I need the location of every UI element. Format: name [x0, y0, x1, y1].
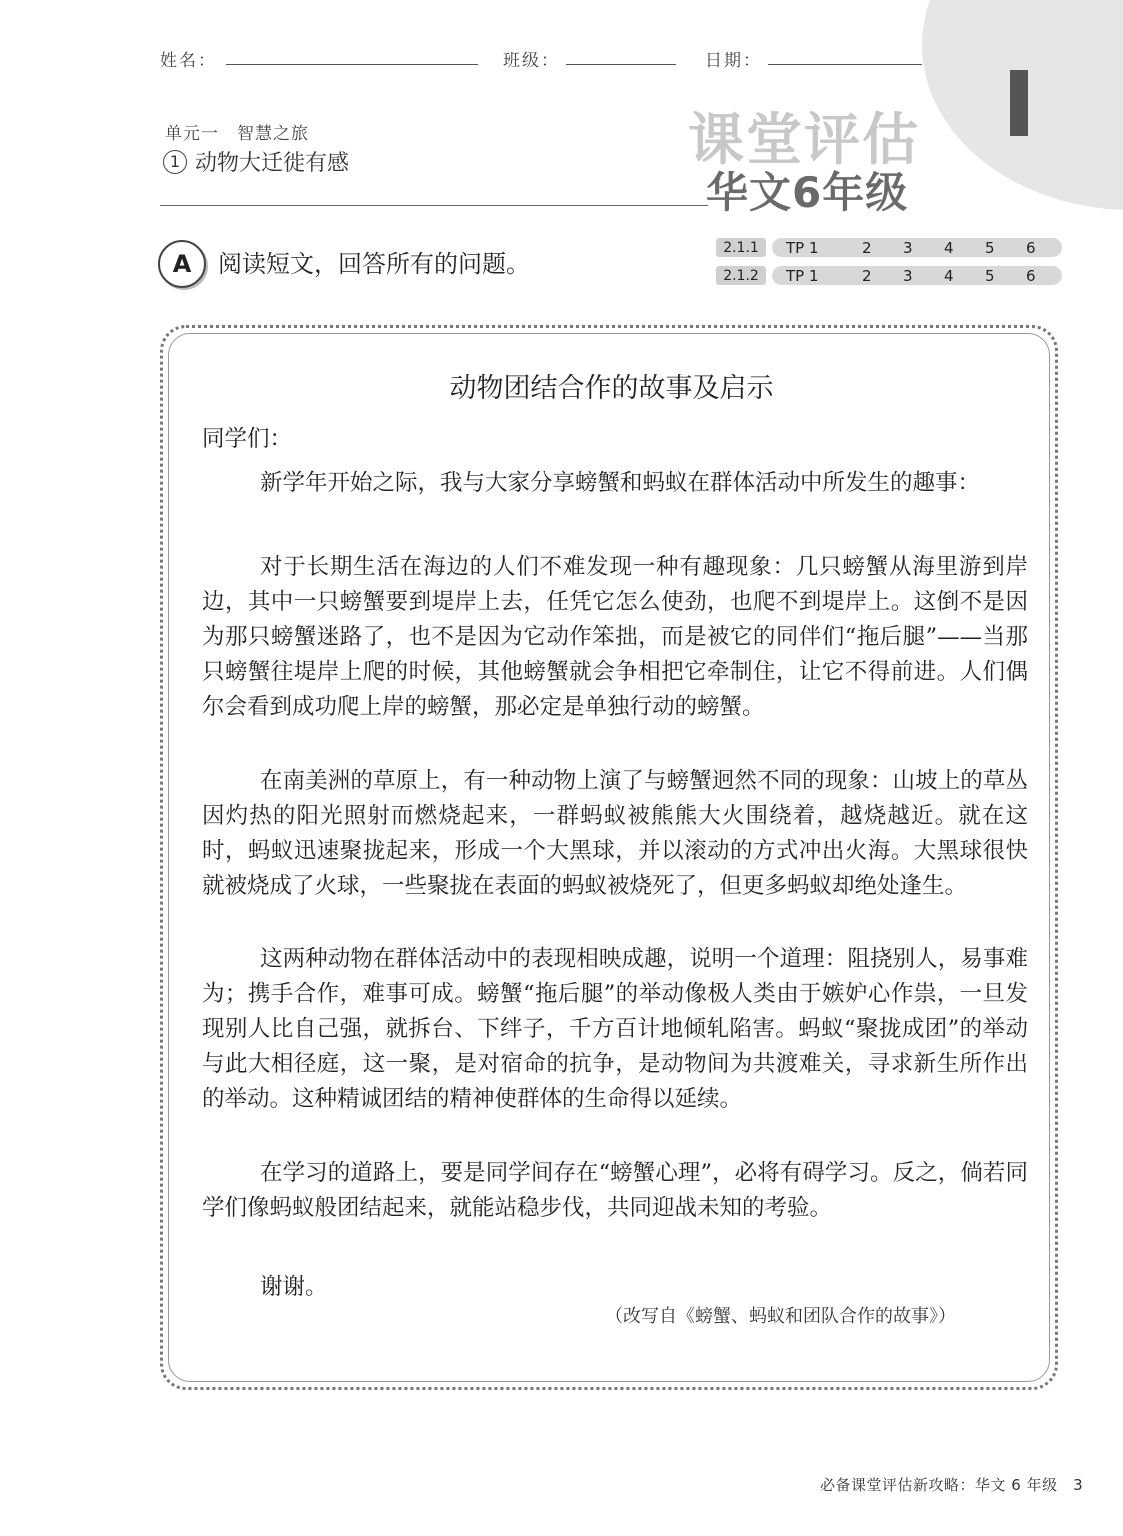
tp-row-1	[716, 238, 1062, 257]
class-label: 班级：	[503, 51, 560, 71]
grade-title: 华文6年级	[706, 168, 909, 217]
name-field[interactable]	[226, 63, 478, 65]
passage-paragraph: 新学年开始之际，我与大家分享螃蟹和蚂蚁在群体活动中所发生的趣事：	[260, 470, 981, 496]
tp-level[interactable]: 5	[985, 238, 995, 257]
tp-level[interactable]: 4	[944, 238, 954, 257]
corner-tab-mark	[1010, 70, 1028, 136]
date-label: 日期：	[705, 51, 762, 71]
tp-level[interactable]: 4	[944, 266, 954, 285]
lesson-number: 1	[163, 150, 187, 174]
tp-level[interactable]: 2	[862, 266, 872, 285]
heading-divider	[160, 205, 708, 206]
tp-scale	[772, 238, 1062, 257]
passage-closing: 谢谢。	[260, 1274, 328, 1300]
tp-level[interactable]: 6	[1026, 238, 1036, 257]
tp-level[interactable]: 6	[1026, 266, 1036, 285]
section-instruction: 阅读短文，回答所有的问题。	[218, 250, 530, 278]
assessment-title: 课堂评估	[688, 108, 920, 173]
tp-level[interactable]: 2	[862, 238, 872, 257]
lesson-heading	[163, 146, 349, 177]
class-field[interactable]	[566, 63, 676, 65]
passage-source: （改写自《螃蟹、蚂蚁和团队合作的故事》）	[605, 1306, 956, 1327]
passage-paragraph: 在学习的道路上，要是同学间存在“螃蟹心理”，必将有碍学习。反之，倘若同学们像蚂蚁般团结起来，就能站稳步伐，共同迎战未知的考验。	[202, 1160, 1028, 1221]
passage-greeting: 同学们：	[202, 426, 293, 452]
unit-label: 单元一 智慧之旅	[165, 124, 309, 144]
tp-scale	[772, 266, 1062, 285]
tp-row-2	[716, 266, 1062, 285]
tp-level[interactable]: 3	[903, 238, 913, 257]
tp-level-label[interactable]: TP 1	[786, 238, 819, 257]
lesson-title: 动物大迁徙有感	[195, 151, 350, 176]
passage-title: 动物团结合作的故事及启示	[449, 373, 774, 404]
tp-level[interactable]: 5	[985, 266, 995, 285]
date-field[interactable]	[768, 63, 922, 65]
tp-level[interactable]: 3	[903, 266, 913, 285]
tp-code: 2.1.2	[716, 266, 766, 285]
tp-level-label[interactable]: TP 1	[786, 266, 819, 285]
page-footer: 必备课堂评估新攻略：华文 6 年级 3	[820, 1476, 1084, 1494]
name-label: 姓名：	[160, 51, 217, 71]
tp-code: 2.1.1	[716, 238, 766, 257]
section-letter-badge: A	[158, 240, 206, 288]
passage-paragraph: 这两种动物在群体活动中的表现相映成趣，说明一个道理：阻挠别人，易事难为；携手合作，难事可成。螃蟹“拖后腿”的举动像极人类由于嫉妒心作祟，一旦发现别人比自己强，就拆台、下绊子，千方百计地倾轧陷害。蚂蚁“聚拢成团”的举动与此大相径庭，这一聚，是对宿命的抗争，是动物间为共渡难关，寻求新生所作出的举动。这种精诚团结的精神使群体的生命得以延续。	[202, 946, 1028, 1112]
passage-paragraph: 在南美洲的草原上，有一种动物上演了与螃蟹迥然不同的现象：山坡上的草丛因灼热的阳光照射而燃烧起来，一群蚂蚁被熊熊大火围绕着，越烧越近。就在这时，蚂蚁迅速聚拢起来，形成一个大黑球，并以滚动的方式冲出火海。大黑球很快就被烧成了火球，一些聚拢在表面的蚂蚁被烧死了，但更多蚂蚁却绝处逢生。	[202, 768, 1028, 899]
passage-paragraph: 对于长期生活在海边的人们不难发现一种有趣现象：几只螃蟹从海里游到岸边，其中一只螃蟹要到堤岸上去，任凭它怎么使劲，也爬不到堤岸上。这倒不是因为那只螃蟹迷路了，也不是因为它动作笨拙，而是被它的同伴们“拖后腿”——当那只螃蟹往堤岸上爬的时候，其他螃蟹就会争相把它牵制住，让它不得前进。人们偶尔会看到成功爬上岸的螃蟹，那必定是单独行动的螃蟹。	[202, 554, 1028, 720]
